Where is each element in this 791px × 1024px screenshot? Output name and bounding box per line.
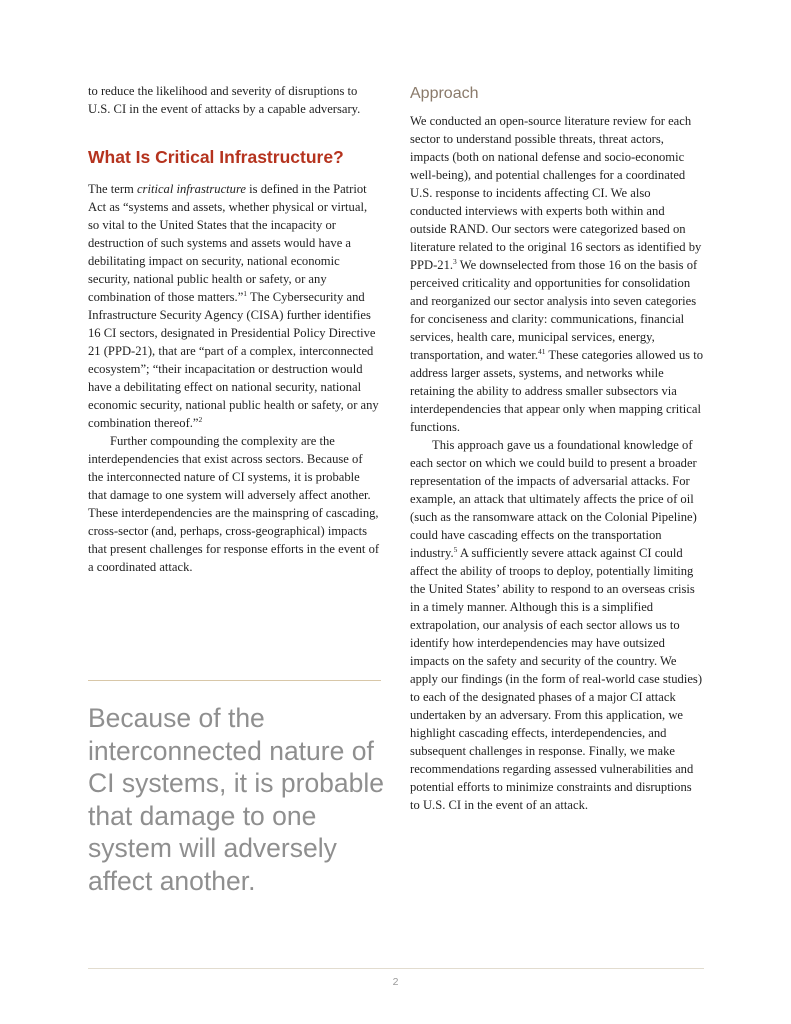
footnote-ref-2: 2: [198, 414, 203, 424]
approach-text-c: These categories allowed us to address larger assets, systems, and networks while retaining the ability to address smaller subsectors via interdependencies that appear only when mapping critical functions.: [410, 348, 703, 434]
left-column: [88, 82, 381, 576]
definition-text-start: The term: [88, 182, 137, 196]
right-column: [410, 82, 704, 814]
definition-text-end: The Cybersecurity and Infrastructure Security Agency (CISA) further identifies 16 CI sectors, designated in Presidential Policy Directive 21 (PPD-21), that are “part of a complex, interconnected ecosystem”; “their incapacitation or destruction would have a debilitating effect on national security, national economic security, national public health or safety, or any combination thereof.”: [88, 290, 379, 430]
definition-paragraph: [88, 180, 381, 432]
definition-term: critical infrastructure: [136, 182, 246, 196]
approach-text-e: A sufficiently severe attack against CI could affect the ability of troops to deploy, potentially limiting the United States’ ability to respond to an overseas crisis in a timely manner. Although this is a simplified extrapolation, our analysis of each sector allows us to identify how interdependencies may have outsized impacts on the safety and security of the country. We apply our findings (in the form of real-world case studies) to each of the designated phases of a major CI attack undertaken by an adversary. From this application, we highlight cascading effects, interdependencies, and subsequent challenges in response. Finally, we make recommendations regarding assessed vulnerabilities and potential efforts to minimize constraints and disruptions to U.S. CI in the event of an attack.: [410, 546, 703, 812]
footer-divider: [88, 968, 704, 969]
approach-paragraph-2: [410, 436, 704, 814]
page-number: 2: [392, 976, 399, 988]
approach-text-b: We downselected from those 16 on the basis of perceived criticality and opportunities for consolidation and reorganized our sector analysis into seven categories for conciseness and clarity: communications, financial services, health care, municipal services, energy, transportation, and water.: [410, 258, 698, 362]
interdependency-paragraph: Further compounding the complexity are the interdependencies that exist across sectors. Because of the interconnected nature of CI systems, it is probable that damage to one system will adversely affect another. These interdependencies are the mainspring of cascading, cross-sector (and, perhaps, cross-geographical) impacts that present challenges for response efforts in the event of a coordinated attack.: [88, 434, 380, 574]
approach-text-d: This approach gave us a foundational knowledge of each sector on which we could build to present a broader representation of the impacts of adversarial attacks. For example, an attack that ultimately affects the price of oil (such as the ransomware attack on the Colonial Pipeline) could have cascading effects on the transportation industry.: [410, 438, 697, 560]
pull-quote: Because of the interconnected nature of CI systems, it is probable that damage to one system will adversely affect another.: [88, 703, 385, 896]
section-heading: What Is Critical Infrastructure?: [88, 147, 344, 167]
approach-text-a: We conducted an open-source literature review for each sector to understand possible threats, threat actors, impacts (both on national defense and socio-economic well-being), and potential challenges for a coordinated U.S. response to incidents affecting CI. We also conducted interviews with experts both within and outside RAND. Our sectors were categorized based on literature related to the original 16 sectors as identified by PPD-21.: [410, 114, 702, 272]
pull-quote-divider: [88, 680, 381, 681]
footnote-ref-41: 41: [538, 346, 546, 356]
footnote-ref-5: 5: [453, 544, 458, 554]
approach-paragraph-1: [410, 112, 704, 436]
footnote-ref-1: 1: [243, 288, 248, 298]
intro-paragraph: to reduce the likelihood and severity of disruptions to U.S. CI in the event of attacks by a capable adversary.: [88, 84, 361, 116]
definition-text-mid: is defined in the Patriot Act as “systems and assets, whether physical or virtual, so vital to the United States that the incapacity or destruction of such systems and assets would have a debilitating impact on security, national economic security, national public health or safety, or any combination of those matters.”: [88, 182, 368, 304]
approach-heading: Approach: [410, 85, 479, 102]
footnote-ref-3: 3: [453, 256, 457, 266]
